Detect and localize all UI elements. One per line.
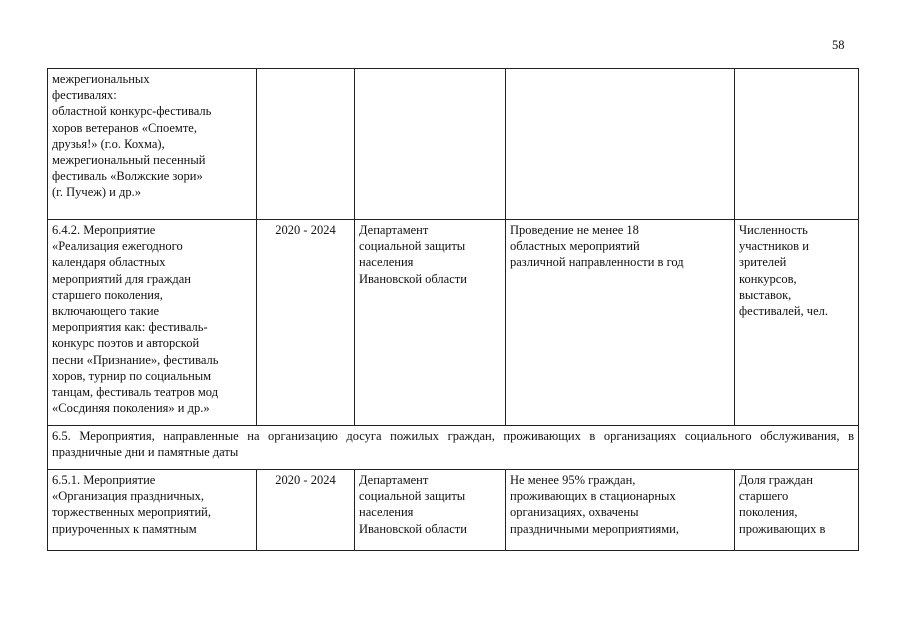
period-cell: 2020 - 2024 (257, 470, 355, 551)
section-header-row (48, 426, 859, 470)
result-cell: Проведение не менее 18 областных мероприятий различной направленности в год (506, 220, 735, 426)
executor-cell: Департамент социальной защиты населения Ивановской области (355, 220, 506, 426)
executor-cell (355, 69, 506, 220)
indicator-cell (735, 69, 859, 220)
indicator-cell: Численность участников и зрителей конкурсов, выставок, фестивалей, чел. (735, 220, 859, 426)
page-number: 58 (832, 38, 845, 52)
period-cell (257, 69, 355, 220)
result-cell: Не менее 95% граждан, проживающих в стационарных организациях, охвачены праздничными мероприятиями, (506, 470, 735, 551)
indicator-cell: Доля граждан старшего поколения, проживающих в (735, 470, 859, 551)
event-cell: 6.5.1. Мероприятие «Организация праздничных, торжественных мероприятий, приуроченных к памятным (48, 470, 257, 551)
event-cell: 6.4.2. Мероприятие «Реализация ежегодного календаря областных мероприятий для граждан старшего поколения, включающего такие мероприятия как: фестиваль- конкурс поэтов и авторской песни «Признание», фестиваль хоров, турнир по социальным танцам, фестиваль театров мод «Сосдиняя поколения» и др.» (48, 220, 257, 426)
result-cell (506, 69, 735, 220)
period-cell: 2020 - 2024 (257, 220, 355, 426)
program-events-table (47, 68, 859, 551)
event-cell: межрегиональных фестивалях: областной конкурс-фестиваль хоров ветеранов «Споемте, друзья!» (г.о. Кохма), межрегиональный песенный фестиваль «Волжские зори» (г. Пучеж) и др.» (48, 69, 257, 220)
section-header-cell: 6.5. Мероприятия, направленные на организацию досуга пожилых граждан, проживающих в организациях социального обслуживания, в праздничные дни и памятные даты (48, 426, 859, 470)
table-row (48, 69, 859, 220)
table-row (48, 470, 859, 551)
executor-cell: Департамент социальной защиты населения Ивановской области (355, 470, 506, 551)
table-row (48, 220, 859, 426)
